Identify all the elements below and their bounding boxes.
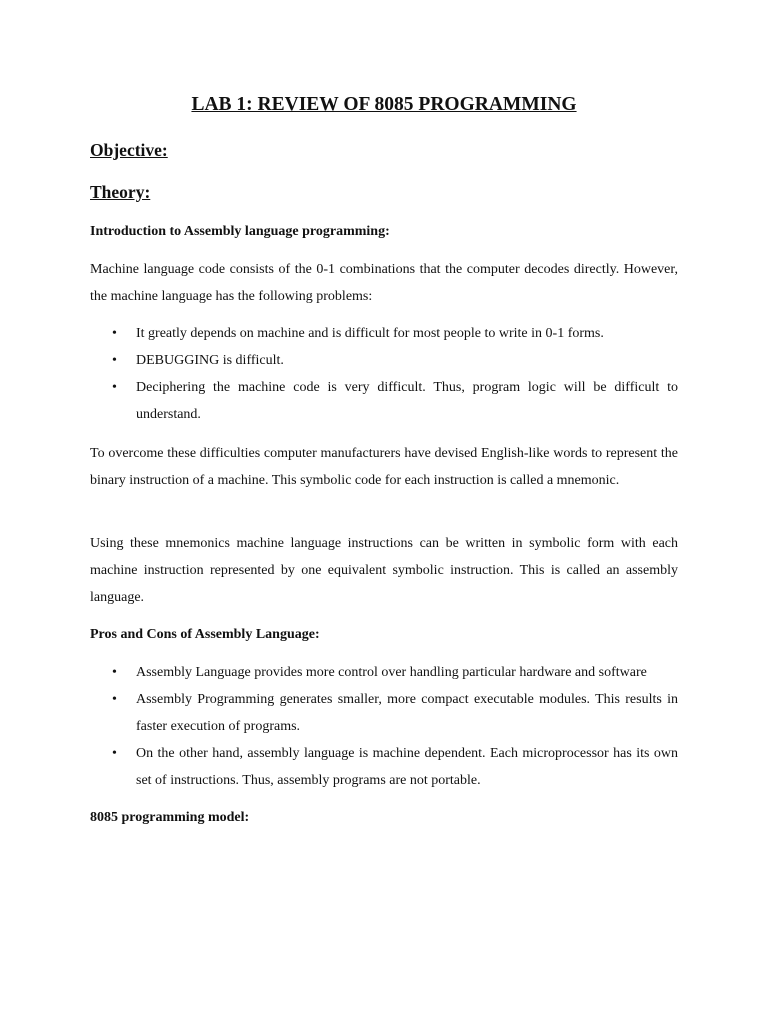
list-item-text: It greatly depends on machine and is difficult for most people to write in 0-1 forms.	[136, 326, 604, 341]
intro-paragraph: Machine language code consists of the 0-1 combinations that the computer decodes directly. However, the machine language has the following problems:	[90, 262, 678, 304]
bullet-icon: •	[112, 353, 117, 368]
list-item-text: On the other hand, assembly language is machine dependent. Each microprocessor has its own set of instructions. Thus, assembly programs are not portable.	[136, 746, 678, 788]
problems-list	[90, 320, 678, 428]
list-item	[90, 320, 678, 347]
bullet-icon: •	[112, 380, 117, 395]
pros-cons-list	[90, 659, 678, 794]
bullet-icon: •	[112, 665, 117, 680]
model-heading: 8085 programming model:	[90, 810, 250, 825]
bullet-icon: •	[112, 746, 117, 761]
list-item-text: Deciphering the machine code is very difficult. Thus, program logic will be difficult to understand.	[136, 380, 678, 422]
list-item-text: Assembly Language provides more control over handling particular hardware and software	[136, 665, 647, 680]
bullet-icon: •	[112, 692, 117, 707]
assembly-paragraph: Using these mnemonics machine language instructions can be written in symbolic form with each machine instruction represented by one equivalent symbolic instruction. This is called an assembly language.	[90, 536, 678, 605]
list-item-text: DEBUGGING is difficult.	[136, 353, 284, 368]
list-item	[90, 374, 678, 428]
page-title-text: LAB 1: REVIEW OF 8085 PROGRAMMING	[191, 94, 577, 115]
objective-heading: Objective:	[90, 140, 168, 160]
mnemonic-paragraph: To overcome these difficulties computer manufacturers have devised English-like words to represent the binary instruction of a machine. This symbolic code for each instruction is called a mnemonic.	[90, 446, 678, 488]
theory-heading: Theory:	[90, 182, 151, 202]
pros-cons-heading: Pros and Cons of Assembly Language:	[90, 627, 320, 642]
list-item	[90, 740, 678, 794]
list-item	[90, 659, 678, 686]
page-title	[90, 92, 678, 118]
bullet-icon: •	[112, 326, 117, 341]
list-item-text: Assembly Programming generates smaller, more compact executable modules. This results in faster execution of programs.	[136, 692, 678, 734]
list-item	[90, 686, 678, 740]
intro-heading: Introduction to Assembly language programming:	[90, 224, 390, 239]
list-item	[90, 347, 678, 374]
